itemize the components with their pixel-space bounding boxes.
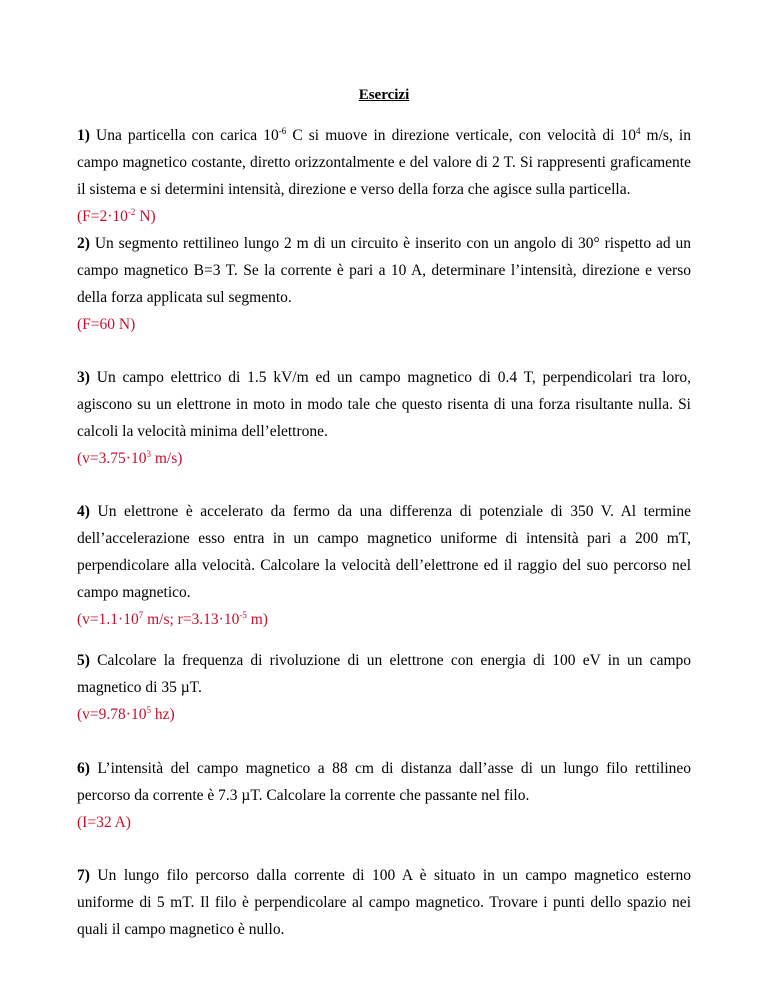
exercise-7-text: 7) Un lungo filo percorso dalla corrente di 100 A è situato in un campo magnetico esterno uniforme di 5 mT. Il filo è perpendicolare al campo magnetico. Trovare i punti dello spazio nei quali il campo magnetico è nullo. — [77, 867, 691, 938]
exercise-3 — [77, 364, 691, 472]
exercise-1-answer: ($F=2\cdot 10^{-2}$ N) — [77, 207, 156, 225]
exercise-5 — [77, 647, 691, 728]
exercise-number: 7) — [77, 867, 90, 884]
exercise-number: 4) — [77, 503, 90, 520]
exercise-6-answer: (I=32 A) — [77, 814, 131, 831]
exercise-2-text: 2) Un segmento rettilineo lungo 2 m di un circuito è inserito con un angolo di 30° rispetto ad un campo magnetico B=3 T. Se la corrente è pari a 10 A, determinare l’intensità, direzione e verso della forza applicata sul segmento. — [77, 235, 692, 306]
exercise-1 — [77, 122, 691, 230]
page-title: Esercizi — [358, 87, 410, 103]
exercise-4 — [77, 498, 691, 633]
exercise-6 — [77, 755, 691, 836]
exercise-5-text: 5) Calcolare la frequenza di rivoluzione di un elettrone con energia di 100 eV in un campo magnetico di 35 µT. — [77, 652, 692, 696]
exercise-7 — [77, 862, 691, 943]
exercise-number: 2) — [77, 235, 90, 252]
exercise-3-answer: ($v=3.75\cdot 10^3$ m/s) — [77, 449, 183, 467]
exercise-3-text: 3) Un campo elettrico di 1.5 kV/m ed un campo magnetico di 0.4 T, perpendicolari tra loro, agiscono su un elettrone in moto in modo tale che questo risenta di una forza risultante nulla. Si calcoli la velocità minima dell’elettrone. — [77, 369, 691, 440]
exercise-5-answer: ($v=9.78\cdot 10^5$ hz) — [77, 705, 175, 723]
exercise-2-answer: (F=60 N) — [77, 316, 136, 333]
exercise-6-text: 6) L’intensità del campo magnetico a 88 cm di distanza dall’asse di un lungo filo rettilineo percorso da corrente è 7.3 µT. Calcolare la corrente che passante nel filo. — [77, 760, 692, 804]
exercise-number: 6) — [77, 760, 90, 777]
exercise-number: 5) — [77, 652, 90, 669]
exercise-4-text: 4) Un elettrone è accelerato da fermo da una differenza di potenziale di 350 V. Al termine dell’accelerazione esso entra in un campo magnetico uniforme di intensità pari a 200 mT, perpendicolare alla velocità. Calcolare la velocità dell’elettrone ed il raggio del suo percorso nel campo magnetico. — [77, 503, 691, 601]
exercise-number: 3) — [77, 369, 90, 386]
exercise-2 — [77, 230, 691, 338]
exercise-number: 1) — [77, 127, 90, 144]
exercise-4-answer: ($v=1.1\cdot 10^7$ m/s; $r=3.13\cdot 10^{-5}$ m) — [77, 610, 268, 628]
exercise-1-text: 1) Una particella con carica $10^{-6}$ C si muove in direzione verticale, con velocità di $10^4$ m/s, in campo magnetico costante, diretto orizzontalmente e del valore di 2 T. Si rappresenti graficamente il sistema e si determini intensità, direzione e verso della forza che agisce sulla particella. — [77, 126, 691, 198]
